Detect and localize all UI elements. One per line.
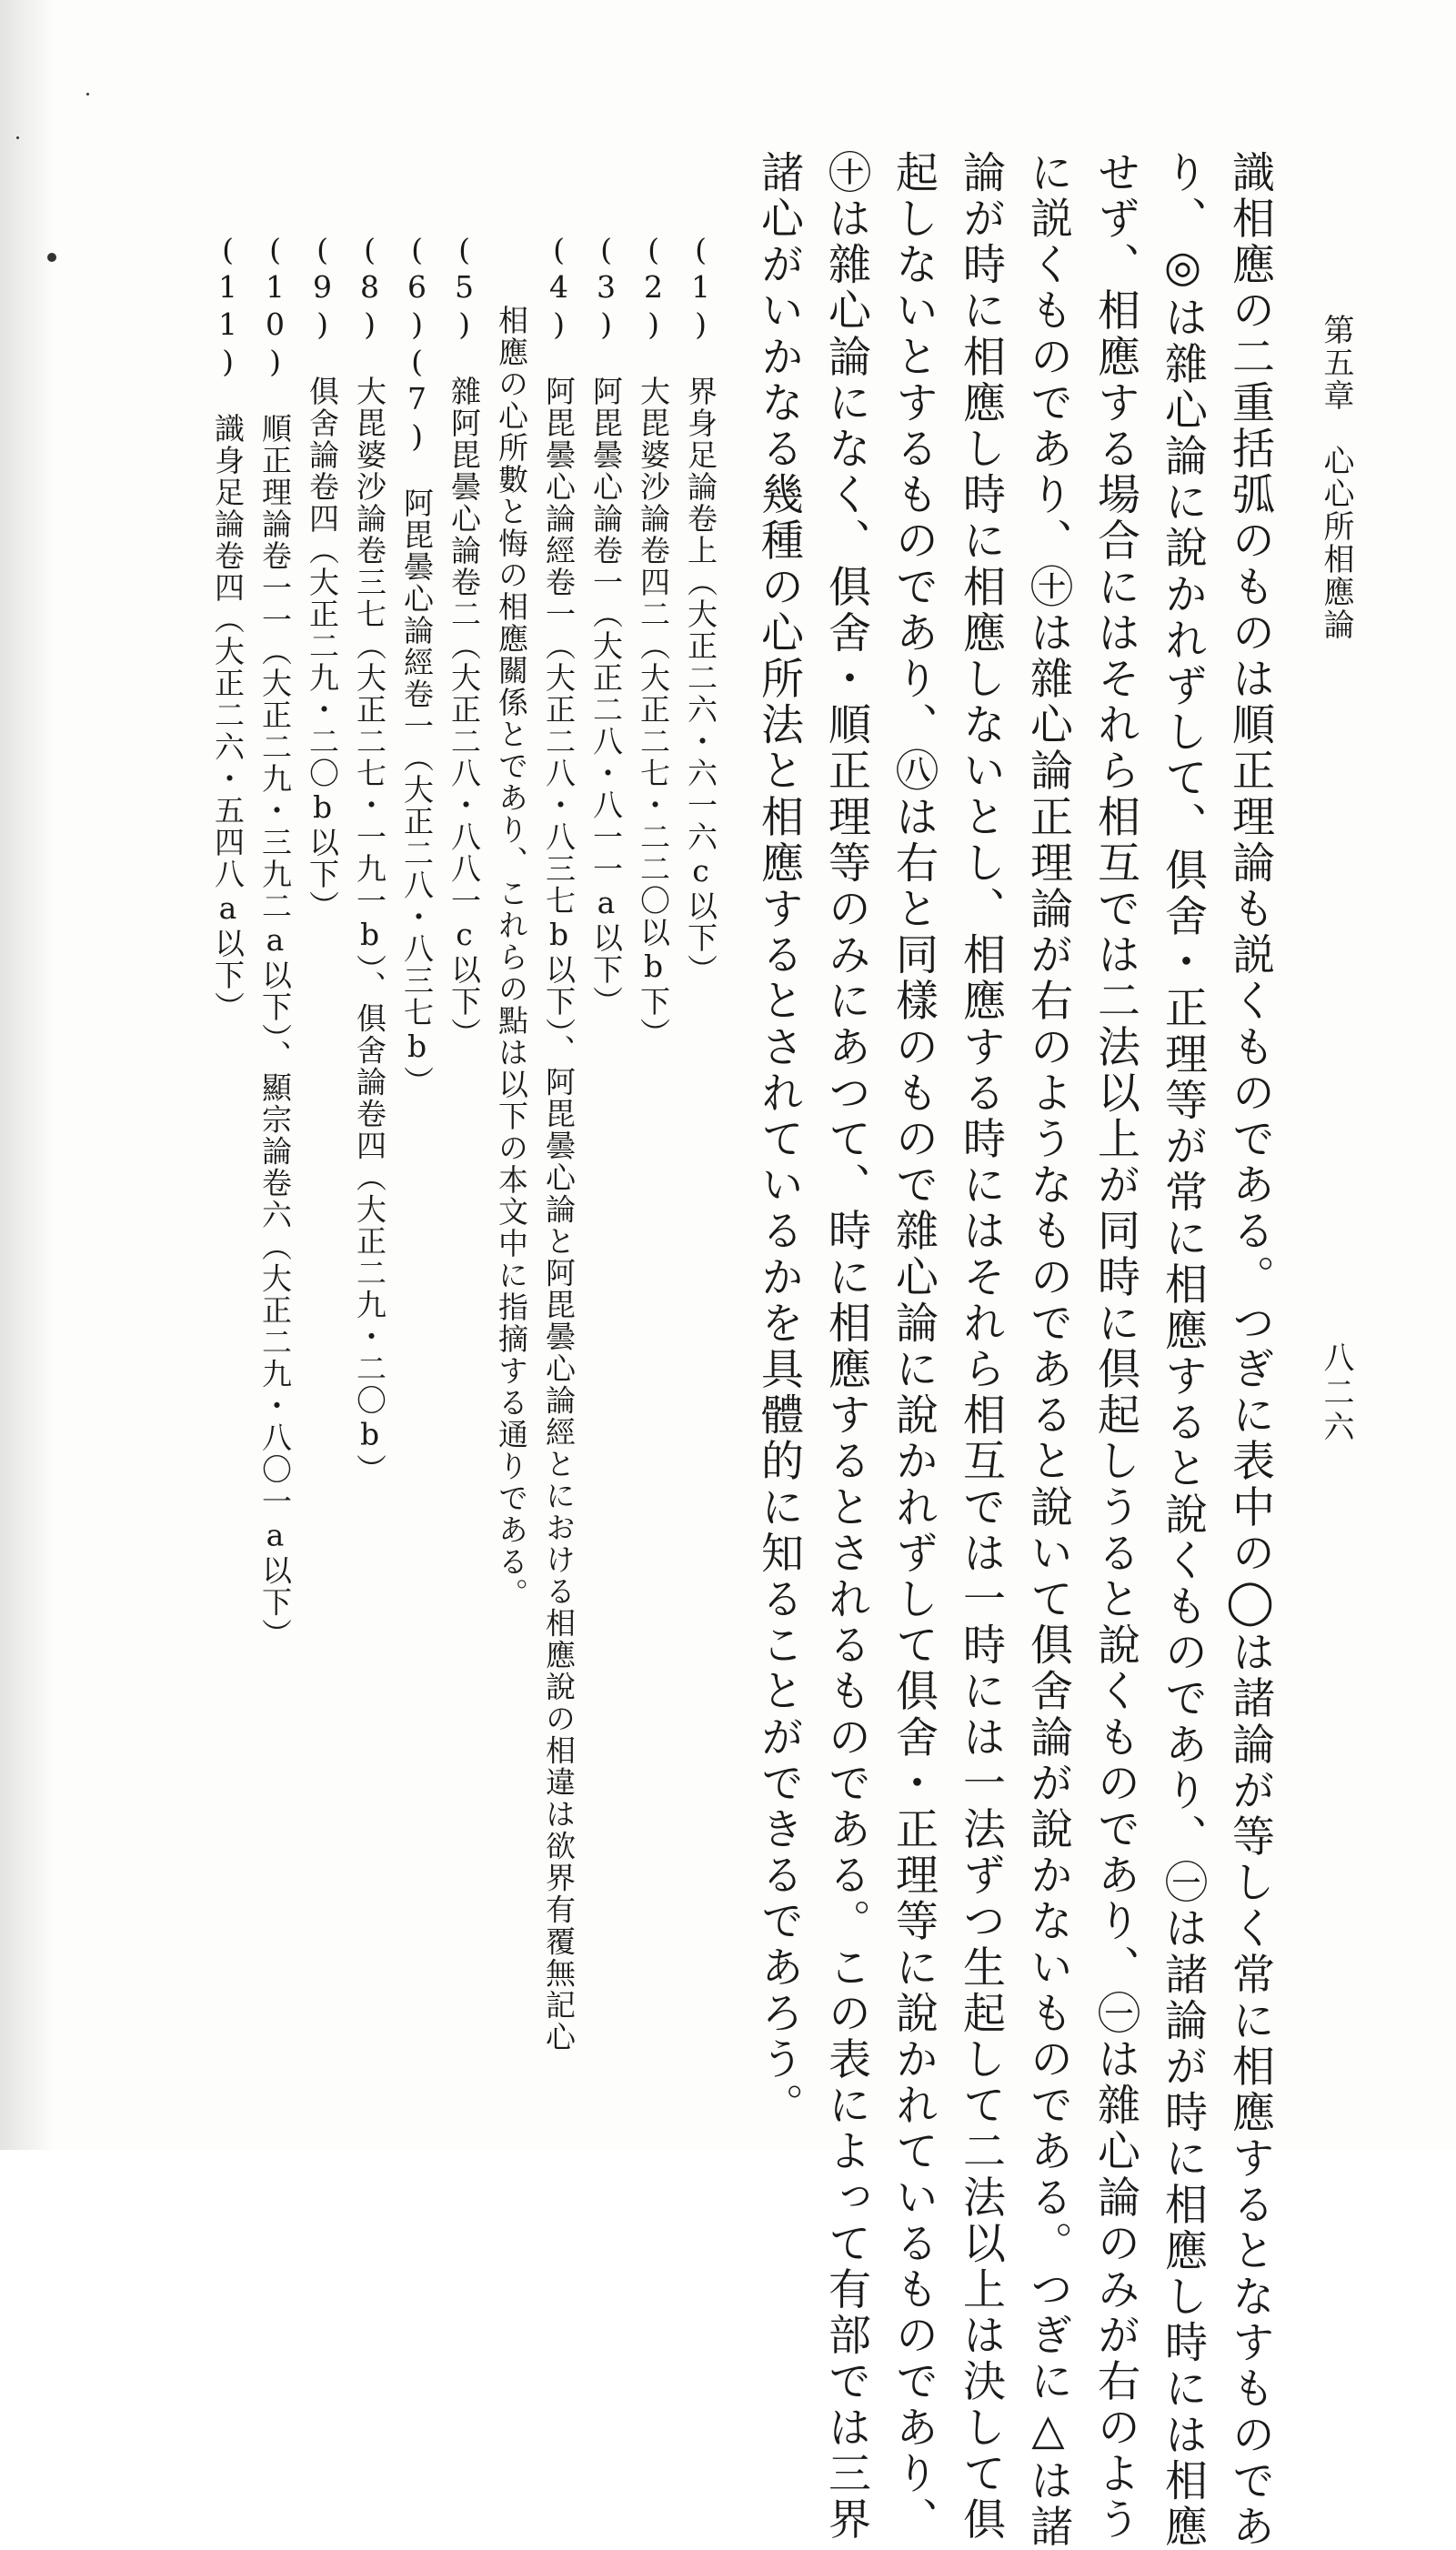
footnote: (1) 界身足論卷上（大正二六・六一六c以下） [683,232,718,986]
footnote: (8) 大毘婆沙論卷三七（大正二七・一九一b）、俱舍論卷四（大正二九・二〇b） [352,232,387,1486]
footnote: (5) 雜阿毘曇心論卷二（大正二八・八八一c以下） [447,232,482,1049]
footnote: (3) 阿毘曇心論卷一（大正二八・八一一a以下） [588,232,624,1018]
footnote: (4) 阿毘曇心論經卷一（大正二八・八三七b以下）、阿毘曇心論と阿毘曇心論經とにおける相應說の相違は欲界有覆無記心 [541,232,577,2053]
scan-speck [47,253,56,262]
scan-shadow [0,0,55,2150]
footnote: (9) 俱舍論卷四（大正二九・二〇b以下） [305,232,340,922]
scan-speck [86,93,89,95]
body-line: ㊉は雜心論になく、俱舍・順正理等のみにあつて、時に相應するとされるものである。この表によって有部では三界 [821,150,871,2544]
footnote-continuation: 相應の心所數と悔の相應關係とであり、これらの點は以下の本文中に指摘する通りである。 [494,305,529,1610]
scan-speck [16,136,19,139]
page-number: 八二六 [1318,1341,1354,1445]
body-line: 論が時に相應し時に相應しないとし、相應する時にはそれら相互では一時には一法ずつ生起して二法以上は決して俱 [956,150,1006,2544]
body-line: せず、相應する場合にはそれら相互では二法以上が同時に倶起しうると說くものであり、㊀は雜心論のみが右のよう [1090,150,1140,2544]
footnote: (10) 順正理論卷一一（大正二九・三九二a以下）、顯宗論卷六（大正二九・八〇一a以下） [257,232,293,1651]
footnote: (2) 大毘婆沙論卷四二（大正二七・二二〇以b下） [636,232,671,1049]
chapter-title: 第五章 心心所相應論 [1318,314,1354,641]
footnotes [204,232,724,2053]
body-line: 起しないとするものであり、㊇は右と同樣のもので雜心論に說かれずして俱舍・正理等に說かれているものであり、 [889,150,939,2544]
body-text [745,150,1283,2550]
body-line: に説くものであり、㊉は雜心論正理論が右のようなものであると說いて俱舍論が說かないものである。つぎに△は諸 [1023,150,1073,2550]
footnote: (6)(7) 阿毘曇心論經卷一（大正二八・八三七b） [399,232,435,1098]
body-line: 識相應の二重括弧のものは順正理論も説くものである。つぎに表中の◯は諸論が等しく常に相應するとなすものであ [1225,150,1275,2550]
body-line: り、◎は雜心論に說かれずして、俱舍・正理等が常に相應すると說くものであり、㊀は諸論が時に相應し時には相應 [1158,150,1208,2550]
footnote: (11) 識身足論卷四（大正二六・五四八a以下） [210,232,246,1023]
body-line: 諸心がいかなる幾種の心所法と相應するとされているかを具體的に知ることができるであろう。 [754,150,804,2129]
